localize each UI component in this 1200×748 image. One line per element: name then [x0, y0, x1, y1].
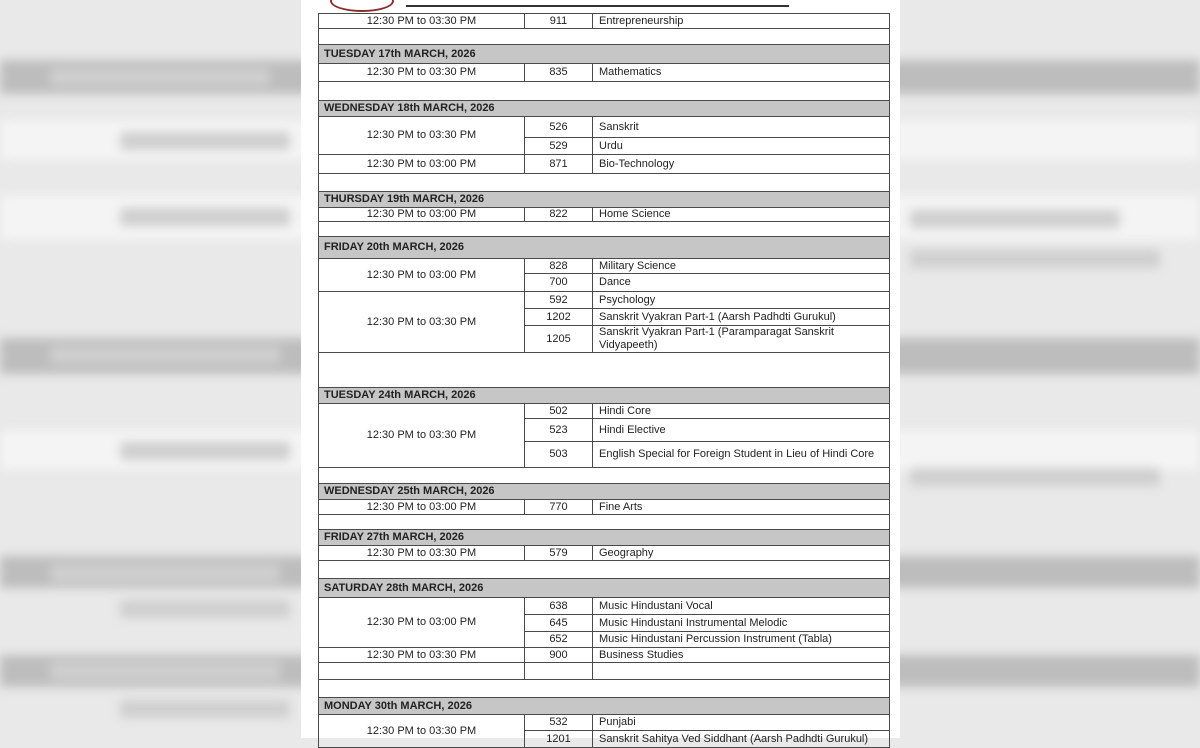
date-row	[319, 579, 890, 598]
subject-name: English Special for Foreign Student in Lieu of Hindi Core	[593, 442, 890, 468]
date-row	[319, 388, 890, 404]
subject-row	[319, 259, 890, 274]
spacer-cell	[319, 174, 890, 192]
subject-name: Geography	[593, 546, 890, 561]
spacer-cell	[319, 515, 890, 530]
exam-time: 12:30 PM to 03:00 PM	[319, 500, 525, 515]
subject-name: Dance	[593, 274, 890, 292]
exam-date: FRIDAY 20th MARCH, 2026	[319, 237, 890, 259]
subject-row	[319, 598, 890, 615]
subject-code: 638	[525, 598, 593, 615]
subject-code: 503	[525, 442, 593, 468]
subject-name: Hindi Core	[593, 404, 890, 419]
exam-schedule-table	[318, 13, 890, 748]
exam-time: 12:30 PM to 03:30 PM	[319, 64, 525, 82]
spacer-row	[319, 561, 890, 579]
subject-name: Sanskrit Sahitya Ved Siddhant (Aarsh Padhdti Gurukul)	[593, 731, 890, 748]
subject-code: 770	[525, 500, 593, 515]
spacer-cell	[319, 82, 890, 101]
subject-code: 1202	[525, 309, 593, 326]
spacer-row	[319, 82, 890, 101]
subject-code: 645	[525, 615, 593, 632]
subject-name: Psychology	[593, 292, 890, 309]
exam-date: TUESDAY 17th MARCH, 2026	[319, 45, 890, 64]
spacer-cell	[319, 353, 890, 388]
subject-name	[593, 663, 890, 680]
subject-name: Sanskrit	[593, 117, 890, 138]
exam-time: 12:30 PM to 03:30 PM	[319, 715, 525, 748]
spacer-row	[319, 29, 890, 45]
subject-code: 502	[525, 404, 593, 419]
subject-name: Sanskrit Vyakran Part-1 (Paramparagat Sanskrit Vidyapeeth)	[593, 326, 890, 353]
subject-row	[319, 715, 890, 731]
subject-name: Home Science	[593, 208, 890, 222]
subject-code: 1205	[525, 326, 593, 353]
spacer-cell	[319, 29, 890, 45]
exam-time: 12:30 PM to 03:30 PM	[319, 14, 525, 29]
date-row	[319, 698, 890, 715]
exam-time: 12:30 PM to 03:30 PM	[319, 292, 525, 353]
subject-name: Bio-Technology	[593, 155, 890, 174]
spacer-cell	[319, 561, 890, 579]
spacer-row	[319, 468, 890, 484]
subject-code: 523	[525, 419, 593, 442]
subject-code: 532	[525, 715, 593, 731]
header-rule	[406, 5, 789, 7]
subject-name: Military Science	[593, 259, 890, 274]
subject-row	[319, 14, 890, 29]
spacer-row	[319, 222, 890, 237]
subject-row	[319, 648, 890, 663]
subject-code: 1201	[525, 731, 593, 748]
exam-time: 12:30 PM to 03:00 PM	[319, 259, 525, 292]
spacer-cell	[319, 468, 890, 484]
subject-name: Hindi Elective	[593, 419, 890, 442]
exam-time: 12:30 PM to 03:00 PM	[319, 208, 525, 222]
exam-date: WEDNESDAY 18th MARCH, 2026	[319, 101, 890, 117]
exam-time: 12:30 PM to 03:30 PM	[319, 648, 525, 663]
subject-code: 579	[525, 546, 593, 561]
subject-code: 828	[525, 259, 593, 274]
spacer-row	[319, 515, 890, 530]
exam-date: WEDNESDAY 25th MARCH, 2026	[319, 484, 890, 500]
exam-date: MONDAY 30th MARCH, 2026	[319, 698, 890, 715]
date-row	[319, 484, 890, 500]
subject-name: Music Hindustani Instrumental Melodic	[593, 615, 890, 632]
subject-name: Sanskrit Vyakran Part-1 (Aarsh Padhdti Gurukul)	[593, 309, 890, 326]
subject-code: 652	[525, 632, 593, 648]
exam-date: FRIDAY 27th MARCH, 2026	[319, 530, 890, 546]
date-row	[319, 192, 890, 208]
subject-code: 822	[525, 208, 593, 222]
exam-date: SATURDAY 28th MARCH, 2026	[319, 579, 890, 598]
spacer-cell	[319, 680, 890, 698]
date-row	[319, 45, 890, 64]
subject-code: 529	[525, 138, 593, 155]
subject-name: Music Hindustani Vocal	[593, 598, 890, 615]
exam-time: 12:30 PM to 03:30 PM	[319, 546, 525, 561]
spacer-cell	[319, 222, 890, 237]
exam-time: 12:30 PM to 03:00 PM	[319, 155, 525, 174]
subject-code	[525, 663, 593, 680]
subject-row	[319, 117, 890, 138]
subject-row	[319, 155, 890, 174]
subject-name: Urdu	[593, 138, 890, 155]
subject-code: 700	[525, 274, 593, 292]
date-row	[319, 101, 890, 117]
exam-time: 12:30 PM to 03:00 PM	[319, 598, 525, 648]
subject-row	[319, 500, 890, 515]
spacer-row	[319, 680, 890, 698]
exam-date: TUESDAY 24th MARCH, 2026	[319, 388, 890, 404]
subject-code: 835	[525, 64, 593, 82]
subject-name: Business Studies	[593, 648, 890, 663]
subject-name: Mathematics	[593, 64, 890, 82]
subject-code: 871	[525, 155, 593, 174]
exam-time	[319, 663, 525, 680]
exam-date: THURSDAY 19th MARCH, 2026	[319, 192, 890, 208]
subject-row	[319, 292, 890, 309]
subject-code: 900	[525, 648, 593, 663]
spacer-row	[319, 353, 890, 388]
subject-code: 911	[525, 14, 593, 29]
subject-code: 526	[525, 117, 593, 138]
spacer-row	[319, 174, 890, 192]
subject-name: Fine Arts	[593, 500, 890, 515]
subject-row	[319, 663, 890, 680]
date-row	[319, 530, 890, 546]
subject-row	[319, 208, 890, 222]
exam-time: 12:30 PM to 03:30 PM	[319, 404, 525, 468]
subject-row	[319, 404, 890, 419]
subject-row	[319, 546, 890, 561]
subject-name: Music Hindustani Percussion Instrument (Tabla)	[593, 632, 890, 648]
subject-row	[319, 64, 890, 82]
subject-code: 592	[525, 292, 593, 309]
subject-name: Entrepreneurship	[593, 14, 890, 29]
date-row	[319, 237, 890, 259]
exam-time: 12:30 PM to 03:30 PM	[319, 117, 525, 155]
subject-name: Punjabi	[593, 715, 890, 731]
